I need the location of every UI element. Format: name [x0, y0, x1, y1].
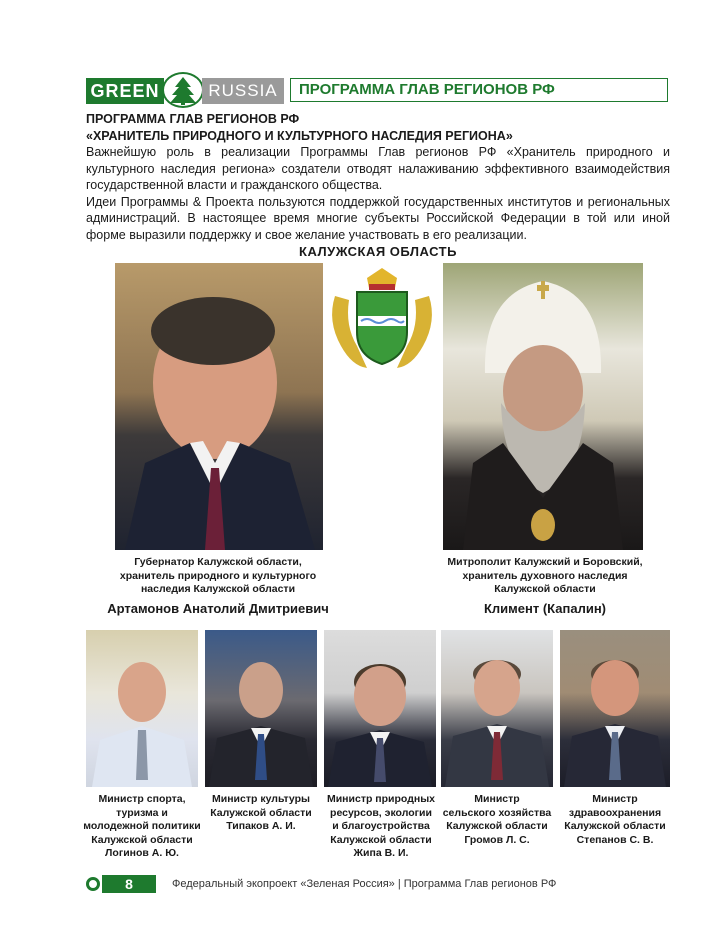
- minister-caption-line: Калужской области: [91, 833, 193, 846]
- governor-role-caption: [100, 556, 336, 597]
- minister-caption-line: Степанов С. В.: [576, 833, 654, 846]
- governor-role-line: Губернатор Калужской области,: [134, 556, 302, 568]
- kaluga-coat-of-arms: [327, 266, 437, 374]
- minister-caption: [437, 793, 557, 847]
- minister-caption-line: Министр: [592, 793, 638, 805]
- minister-caption-line: Жипа В. И.: [353, 847, 409, 859]
- metropolitan-role-line: хранитель духовного наследия: [462, 569, 628, 582]
- intro-section: [86, 111, 670, 243]
- minister-photo: [86, 630, 198, 787]
- governor-role-line: хранитель природного и культурного: [119, 569, 317, 582]
- intro-paragraph-2: Идеи Программы & Проекта пользуются поддержкой государственных институтов и региональных администраций. В настоящее время многие субъекты Российской Федерации в той или иной форме выразили поддержку и свое желание участвовать в его реализации.: [86, 194, 670, 242]
- minister-caption-line: здравоохранения: [568, 806, 662, 819]
- minister-caption-line: Министр культуры: [212, 793, 310, 805]
- metropolitan-photo: [443, 263, 643, 550]
- minister-caption: [556, 793, 674, 847]
- circle-icon: [86, 877, 100, 891]
- page-header: [86, 76, 670, 106]
- governor-name: Артамонов Анатолий Дмитриевич: [107, 601, 329, 616]
- governor-role-line: наследия Калужской области: [140, 583, 296, 595]
- minister-caption: [320, 793, 442, 861]
- minister-caption-line: Министр: [474, 793, 520, 805]
- page-number: 8: [102, 875, 156, 893]
- minister-caption-line: Типаков А. И.: [226, 820, 296, 832]
- minister-caption-line: Калужской области: [446, 820, 548, 832]
- minister-caption-line: Калужской области: [210, 806, 312, 819]
- minister-caption: [80, 793, 204, 861]
- logo-russia-label: RUSSIA: [202, 78, 284, 104]
- governor-photo: [115, 263, 323, 550]
- minister-caption-line: сельского хозяйства: [442, 806, 552, 819]
- minister-caption-line: Логинов А. Ю.: [105, 847, 179, 859]
- minister-photo: [324, 630, 436, 787]
- minister-photo: [560, 630, 670, 787]
- metropolitan-name: Климент (Капалин): [483, 601, 607, 616]
- intro-paragraph-1: Важнейшую роль в реализации Программы Глав регионов РФ «Хранитель природного и культурного наследия региона» создатели отводят налаживанию эффективного взаимодействия государственной власти и гражданского общества.: [86, 145, 670, 192]
- minister-caption-line: Министр спорта,: [98, 793, 186, 805]
- footer-text: Федеральный экопроект «Зеленая Россия» | Программа Глав регионов РФ: [172, 878, 557, 890]
- metropolitan-role-line: Митрополит Калужский и Боровский,: [447, 556, 643, 568]
- region-title: КАЛУЖСКАЯ ОБЛАСТЬ: [299, 244, 457, 259]
- intro-heading-1: ПРОГРАММА ГЛАВ РЕГИОНОВ РФ: [86, 112, 300, 126]
- minister-photo: [441, 630, 553, 787]
- header-title: ПРОГРАММА ГЛАВ РЕГИОНОВ РФ: [290, 78, 668, 102]
- metropolitan-role-line: Калужской области: [494, 583, 596, 595]
- minister-caption: [203, 793, 319, 834]
- minister-caption-line: ресурсов, экологии: [330, 806, 432, 819]
- minister-caption-line: туризма и: [116, 806, 168, 819]
- minister-caption-line: и благоустройства: [332, 820, 430, 832]
- minister-caption-line: Калужской области: [330, 833, 432, 846]
- minister-photo: [205, 630, 317, 787]
- metropolitan-role-caption: [430, 556, 660, 597]
- minister-caption-line: молодежной политики: [83, 820, 201, 832]
- tree-icon: [162, 72, 204, 108]
- minister-caption-line: Громов Л. С.: [464, 833, 530, 846]
- minister-caption-line: Калужской области: [564, 820, 666, 832]
- logo-green-label: GREEN: [86, 78, 164, 104]
- intro-heading-2: «ХРАНИТЕЛЬ ПРИРОДНОГО И КУЛЬТУРНОГО НАСЛЕДИЯ РЕГИОНА»: [86, 128, 513, 143]
- page-footer: [86, 873, 670, 895]
- minister-caption-line: Министр природных: [326, 793, 436, 805]
